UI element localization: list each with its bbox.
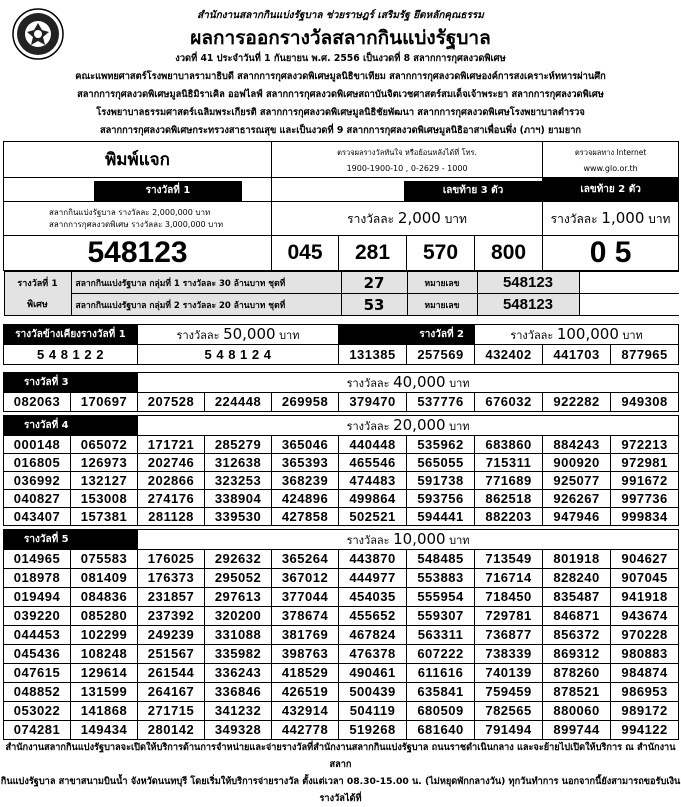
prize5-number: 904627 [611,549,679,568]
special-blank-1 [579,272,679,294]
footer-line-2: กินแบ่งรัฐบาล สาขาสนามบินน้ำ จังหวัดนนทบุรี โดยเริ่มให้บริการจ่ายรางวัล ตั้งแต่เวลา 08.30-15.00 น. (ไม่หยุดพักกลางวัน) ทุกวันทำการ นอกจากนี้ยังสามารถขอรับเงินรางวัลได้ที่ [0,776,681,804]
prize4-number: 365393 [272,453,339,471]
prize4-number: 281128 [138,507,205,525]
prize5-number: 249239 [138,625,205,644]
prize3-numbers [4,392,679,411]
prize5-number: 044453 [4,625,71,644]
prize1-desc-1: สลากกินแบ่งรัฐบาล รางวัลละ 2,000,000 บาท [49,207,211,217]
prize1-header-cell [4,178,272,202]
prize5-number: 053022 [4,701,71,720]
special-set-1: 27 [341,272,407,294]
prize4-number: 465546 [339,453,407,471]
prize5-number: 297613 [205,587,272,606]
prize5-number: 490461 [339,663,407,682]
prize4-number: 157381 [71,507,138,525]
prize5-number: 084836 [71,587,138,606]
prize5-number: 759459 [475,682,543,701]
prize5-row [4,587,679,606]
prize4-prize [138,415,679,435]
prize5-number: 681640 [407,720,475,739]
prize5-prize-prefix: รางวัลละ [346,533,390,547]
prize5-number: 846871 [543,606,611,625]
prize5-label: รางวัลที่ 5 [4,529,138,549]
prize1-number: 548123 [4,236,272,271]
prize2-number: 877965 [611,344,679,364]
prize5-number: 984874 [611,663,679,682]
prize5-number: 280142 [138,720,205,739]
misprint-label: พิมพ์แจก [4,142,272,178]
prize1-desc-2: สลากการกุศลงวดพิเศษ รางวัลละ 3,000,000 บาท [49,219,224,229]
last3-number: 800 [475,236,543,271]
prize5-number: 504119 [339,701,407,720]
prize4-number: 565055 [407,453,475,471]
special-prize-block [4,271,679,317]
prize5-number: 989172 [611,701,679,720]
prize3-prize-unit: บาท [449,376,470,390]
prize5-prize [138,529,679,549]
prize2-number: 432402 [475,344,543,364]
prize4-number: 126973 [71,453,138,471]
last3-number: 570 [407,236,475,271]
prize5-number: 349328 [205,720,272,739]
check-phone [272,142,543,178]
prize5-number: 476378 [339,644,407,663]
prize4-number: 900920 [543,453,611,471]
prize4-number: 594441 [407,507,475,525]
prize5-number: 980883 [611,644,679,663]
prize5-number: 713549 [475,549,543,568]
prize5-number: 729781 [475,606,543,625]
prize5-number: 880060 [543,701,611,720]
special-prize-table [4,271,679,316]
prize5-row [4,720,679,739]
prize5-number: 443870 [339,549,407,568]
prize5-number: 941918 [611,587,679,606]
prize5-number: 045436 [4,644,71,663]
prize5-number: 108248 [71,644,138,663]
internet-url: www.glo.or.th [583,163,638,173]
prize5-number: 782565 [475,701,543,720]
prize5-number: 986953 [611,682,679,701]
prize5-number: 047615 [4,663,71,682]
prize5-row [4,549,679,568]
prize4-number: 202866 [138,471,205,489]
prize4-row [4,453,679,471]
prize3-number: 949308 [611,392,679,411]
special-set-2: 53 [341,294,407,316]
internet-info [543,142,679,178]
prize5-row [4,644,679,663]
prize5-number: 455652 [339,606,407,625]
prize5-number: 716714 [475,568,543,587]
last3-number: 281 [339,236,407,271]
special-label-b: พิเศษ [4,294,71,316]
prize3-number: 082063 [4,392,71,411]
prize5-number: 331088 [205,625,272,644]
prize5-number: 336846 [205,682,272,701]
prize4-number: 036992 [4,471,71,489]
prize5-row [4,568,679,587]
prize3-number: 207528 [138,392,205,411]
special-blank-2 [579,294,679,316]
prize4-number: 999834 [611,507,679,525]
prize5-number: 365264 [272,549,339,568]
prize4-number: 502521 [339,507,407,525]
prize5-prize-amount: 10,000 [393,529,446,548]
prize4-number: 440448 [339,435,407,453]
internet-label: ตรวจผลทาง Internet [574,147,647,157]
prize5-number: 367012 [272,568,339,587]
prize5-number: 019494 [4,587,71,606]
prize2-prize-amount: 100,000 [556,324,619,343]
prize3-prize [138,372,679,392]
prize4-number: 474483 [339,471,407,489]
prize4-number: 365046 [272,435,339,453]
prize5-number: 432914 [272,701,339,720]
charity-line-4: สลากการกุศลงวดพิเศษกระทรวงสาธารณสุข และเป็นงวดที่ 9 สลากการกุศลงวดพิเศษมูลนิธิอาสาเพื่อนพึ่ง (ภาฯ) ยามยาก [99,125,582,136]
prize3-number: 379470 [339,392,407,411]
charity-line-1: คณะแพทยศาสตร์โรงพยาบาลรามาธิบดี สลากการกุศลงวดพิเศษมูลนิธิขาเทียม สลากการกุศลงวดพิเศษองค์การสงเคราะห์ทหารผ่านศึก [75,71,606,82]
prize4-number: 065072 [71,435,138,453]
prize4-number: 040827 [4,489,71,507]
prize4-number: 202746 [138,453,205,471]
prize5-number: 261544 [138,663,205,682]
prize5-number: 081409 [71,568,138,587]
footer-line-1: สำนักงานสลากกินแบ่งรัฐบาลจะเปิดให้บริการด้านการจำหน่ายและจ่ายรางวัลที่สำนักงานสลากกินแบ่งรัฐบาล ถนนราชดำเนินกลาง และจะย้ายไปเปิดให้บริการ ณ สำนักงานสลาก [5,742,676,770]
prize5-number: 444977 [339,568,407,587]
last3-number: 045 [272,236,339,271]
prize5-number: 801918 [543,549,611,568]
prize3-number: 269958 [272,392,339,411]
prize5-number: 467824 [339,625,407,644]
charity-line-3: โรงพยาบาลธรรมศาสตร์เฉลิมพระเกียรติ สลากการกุศลงวดพิเศษมูลนิธิชัยพัฒนา สลากการกุศลงวดพิเศษโรงพยาบาลตำรวจ [96,107,585,118]
prize5-number: 271715 [138,701,205,720]
prize2-prize-prefix: รางวัลละ [510,328,554,342]
near-prize-prefix: รางวัลละ [176,328,220,342]
prize4-number: 171721 [138,435,205,453]
last3-label: เลขท้าย 3 ตัว [404,181,542,201]
prize4-numbers [4,435,679,525]
prize2-prize-unit: บาท [622,328,643,342]
prize4-number: 427858 [272,507,339,525]
prize4-number: 323253 [205,471,272,489]
prize3-prize-prefix: รางวัลละ [346,376,390,390]
prize5-number: 320200 [205,606,272,625]
prize5-number: 607222 [407,644,475,663]
last3-prize-unit: บาท [444,211,467,226]
prize4-number: 499864 [339,489,407,507]
last3-prize [272,202,543,236]
prize4-number: 771689 [475,471,543,489]
prize5-number: 039220 [4,606,71,625]
prize3-prize-amount: 40,000 [393,372,446,391]
results-table [3,141,679,740]
last2-label: เลขท้าย 2 ตัว [543,178,679,202]
prize4-number: 882203 [475,507,543,525]
prize3-number: 537776 [407,392,475,411]
prize5-number: 635841 [407,682,475,701]
prize5-number: 237392 [138,606,205,625]
prize2-label: รางวัลที่ 2 [339,324,475,344]
prize5-number: 378674 [272,606,339,625]
last3-header-cell [272,178,543,202]
near-label: รางวัลข้างเคียงรางวัลที่ 1 [4,324,138,344]
prize4-number: 715311 [475,453,543,471]
prize4-row [4,507,679,525]
prize5-number: 131599 [71,682,138,701]
prize5-row [4,663,679,682]
prize5-number: 548485 [407,549,475,568]
prize5-number: 828240 [543,568,611,587]
prize4-number: 000148 [4,435,71,453]
prize5-number: 176373 [138,568,205,587]
prize5-number: 899744 [543,720,611,739]
prize4-number: 424896 [272,489,339,507]
special-numlabel-2: หมายเลข [407,294,477,316]
prize5-number: 943674 [611,606,679,625]
prize5-number: 994122 [611,720,679,739]
prize4-row [4,435,679,453]
prize5-number: 454035 [339,587,407,606]
prize3-number: 224448 [205,392,272,411]
prize5-row [4,701,679,720]
special-number-2: 548123 [477,294,579,316]
prize2-prize [475,324,679,344]
last2-prize [543,202,679,236]
prize5-row [4,606,679,625]
near-number: 5 4 8 1 2 4 [138,344,339,364]
prize5-number: 292632 [205,549,272,568]
prize4-number: 274176 [138,489,205,507]
prize5-number: 075583 [71,549,138,568]
prize4-number: 312638 [205,453,272,471]
prize4-number: 153008 [71,489,138,507]
prize5-row [4,682,679,701]
page-title: ผลการออกรางวัลสลากกินแบ่งรัฐบาล [190,27,491,49]
prize5-number: 295052 [205,568,272,587]
prize5-number: 970228 [611,625,679,644]
prize5-number: 102299 [71,625,138,644]
prize1-label: รางวัลที่ 1 [94,181,242,201]
prize4-prize-unit: บาท [449,419,470,433]
prize4-number: 683860 [475,435,543,453]
prize5-row [4,625,679,644]
prize2-number: 257569 [407,344,475,364]
prize5-number: 264167 [138,682,205,701]
prize4-number: 972981 [611,453,679,471]
prize4-number: 043407 [4,507,71,525]
prize4-number: 016805 [4,453,71,471]
charity-line-2: สลากการกุศลงวดพิเศษมูลนิธิมิราเคิล ออฟไลฟ์ สลากการกุศลงวดพิเศษสถาบันจิตเวชศาสตร์สมเด็จเจ้าพระยา สลากการกุศลงวดพิเศษ [77,89,604,100]
prize4-number: 862518 [475,489,543,507]
prize5-number: 738339 [475,644,543,663]
near-prize-amount: 50,000 [223,324,276,343]
prize5-number: 907045 [611,568,679,587]
prize5-number: 519268 [339,720,407,739]
prize5-number: 377044 [272,587,339,606]
last3-prize-prefix: รางวัลละ [347,211,395,226]
prize5-number: 553883 [407,568,475,587]
special-label-a: รางวัลที่ 1 [4,272,71,294]
prize4-number: 947946 [543,507,611,525]
prize4-number: 591738 [407,471,475,489]
prize5-number: 251567 [138,644,205,663]
prize5-number: 736877 [475,625,543,644]
check-phone-number: 1900-1900-10 , 0-2629 - 1000 [346,163,468,173]
prize1-desc [4,202,272,236]
prize4-number: 535962 [407,435,475,453]
prize5-number: 231857 [138,587,205,606]
prize5-number: 129614 [71,663,138,682]
special-number-1: 548123 [477,272,579,294]
prize4-prize-prefix: รางวัลละ [346,419,390,433]
prize2-number: 131385 [339,344,407,364]
prize4-number: 285279 [205,435,272,453]
prize5-number: 791494 [475,720,543,739]
prize5-number: 559307 [407,606,475,625]
spacer [4,364,679,372]
prize3-label: รางวัลที่ 3 [4,372,138,392]
prize5-number: 335982 [205,644,272,663]
prize5-number: 141868 [71,701,138,720]
prize5-numbers [4,549,679,739]
prize5-number: 085280 [71,606,138,625]
agency-name: สำนักงานสลากกินแบ่งรัฐบาล ช่วยราษฎร์ เสริมรัฐ ยึดหลักคุณธรรม [197,10,484,21]
special-desc-2: สลากกินแบ่งรัฐบาล กลุ่มที่ 2 รางวัลละ 20 ล้านบาท ชุดที่ [71,294,341,316]
last2-prize-unit: บาท [648,211,671,226]
prize4-number: 991672 [611,471,679,489]
prize5-number: 611616 [407,663,475,682]
prize5-number: 563311 [407,625,475,644]
prize5-number: 500439 [339,682,407,701]
prize4-number: 925077 [543,471,611,489]
check-phone-label: ตรวจผลรางวัลทันใจ หรือย้อนหลังได้ที่ โทร. [337,147,477,157]
prize5-number: 381769 [272,625,339,644]
prize2-number: 441703 [543,344,611,364]
prize4-row [4,489,679,507]
prize4-number: 997736 [611,489,679,507]
prize5-number: 014965 [4,549,71,568]
near-prize [138,324,339,344]
prize5-number: 869312 [543,644,611,663]
last3-prize-amount: 2,000 [397,208,441,227]
prize5-number: 856372 [543,625,611,644]
special-numlabel-1: หมายเลข [407,272,477,294]
prize4-number: 593756 [407,489,475,507]
prize5-number: 680509 [407,701,475,720]
prize4-prize-amount: 20,000 [393,415,446,434]
draw-info: งวดที่ 41 ประจำวันที่ 1 กันยายน พ.ศ. 2556 เป็นงวดที่ 8 สลากการกุศลงวดพิเศษ [175,53,506,64]
prize4-number: 132127 [71,471,138,489]
prize4-label: รางวัลที่ 4 [4,415,138,435]
prize3-number: 922282 [543,392,611,411]
prize5-number: 074281 [4,720,71,739]
spacer [4,316,679,324]
prize5-number: 555954 [407,587,475,606]
prize5-number: 718450 [475,587,543,606]
prize4-number: 884243 [543,435,611,453]
prize5-number: 878260 [543,663,611,682]
last2-prize-amount: 1,000 [601,208,645,227]
prize4-number: 926267 [543,489,611,507]
prize5-number: 336243 [205,663,272,682]
prize4-number: 338904 [205,489,272,507]
prize5-number: 442778 [272,720,339,739]
prize4-number: 368239 [272,471,339,489]
prize5-number: 149434 [71,720,138,739]
prize5-number: 835487 [543,587,611,606]
prize4-number: 339530 [205,507,272,525]
special-desc-1: สลากกินแบ่งรัฐบาล กลุ่มที่ 1 รางวัลละ 30 ล้านบาท ชุดที่ [71,272,341,294]
near-prize-unit: บาท [279,328,300,342]
header [0,0,681,145]
near-number: 5 4 8 1 2 2 [4,344,138,364]
prize3-row [4,392,679,411]
last2-number: 0 5 [543,236,679,271]
last2-prize-prefix: รางวัลละ [550,211,598,226]
footer-note [0,739,681,807]
prize5-number: 418529 [272,663,339,682]
prize5-number: 018978 [4,568,71,587]
prize5-number: 878521 [543,682,611,701]
prize5-number: 341232 [205,701,272,720]
prize5-number: 048852 [4,682,71,701]
prize4-number: 972213 [611,435,679,453]
prize5-number: 398763 [272,644,339,663]
prize3-number: 170697 [71,392,138,411]
prize5-number: 740139 [475,663,543,682]
prize5-prize-unit: บาท [449,533,470,547]
prize5-number: 426519 [272,682,339,701]
prize4-row [4,471,679,489]
prize5-number: 176025 [138,549,205,568]
prize3-number: 676032 [475,392,543,411]
